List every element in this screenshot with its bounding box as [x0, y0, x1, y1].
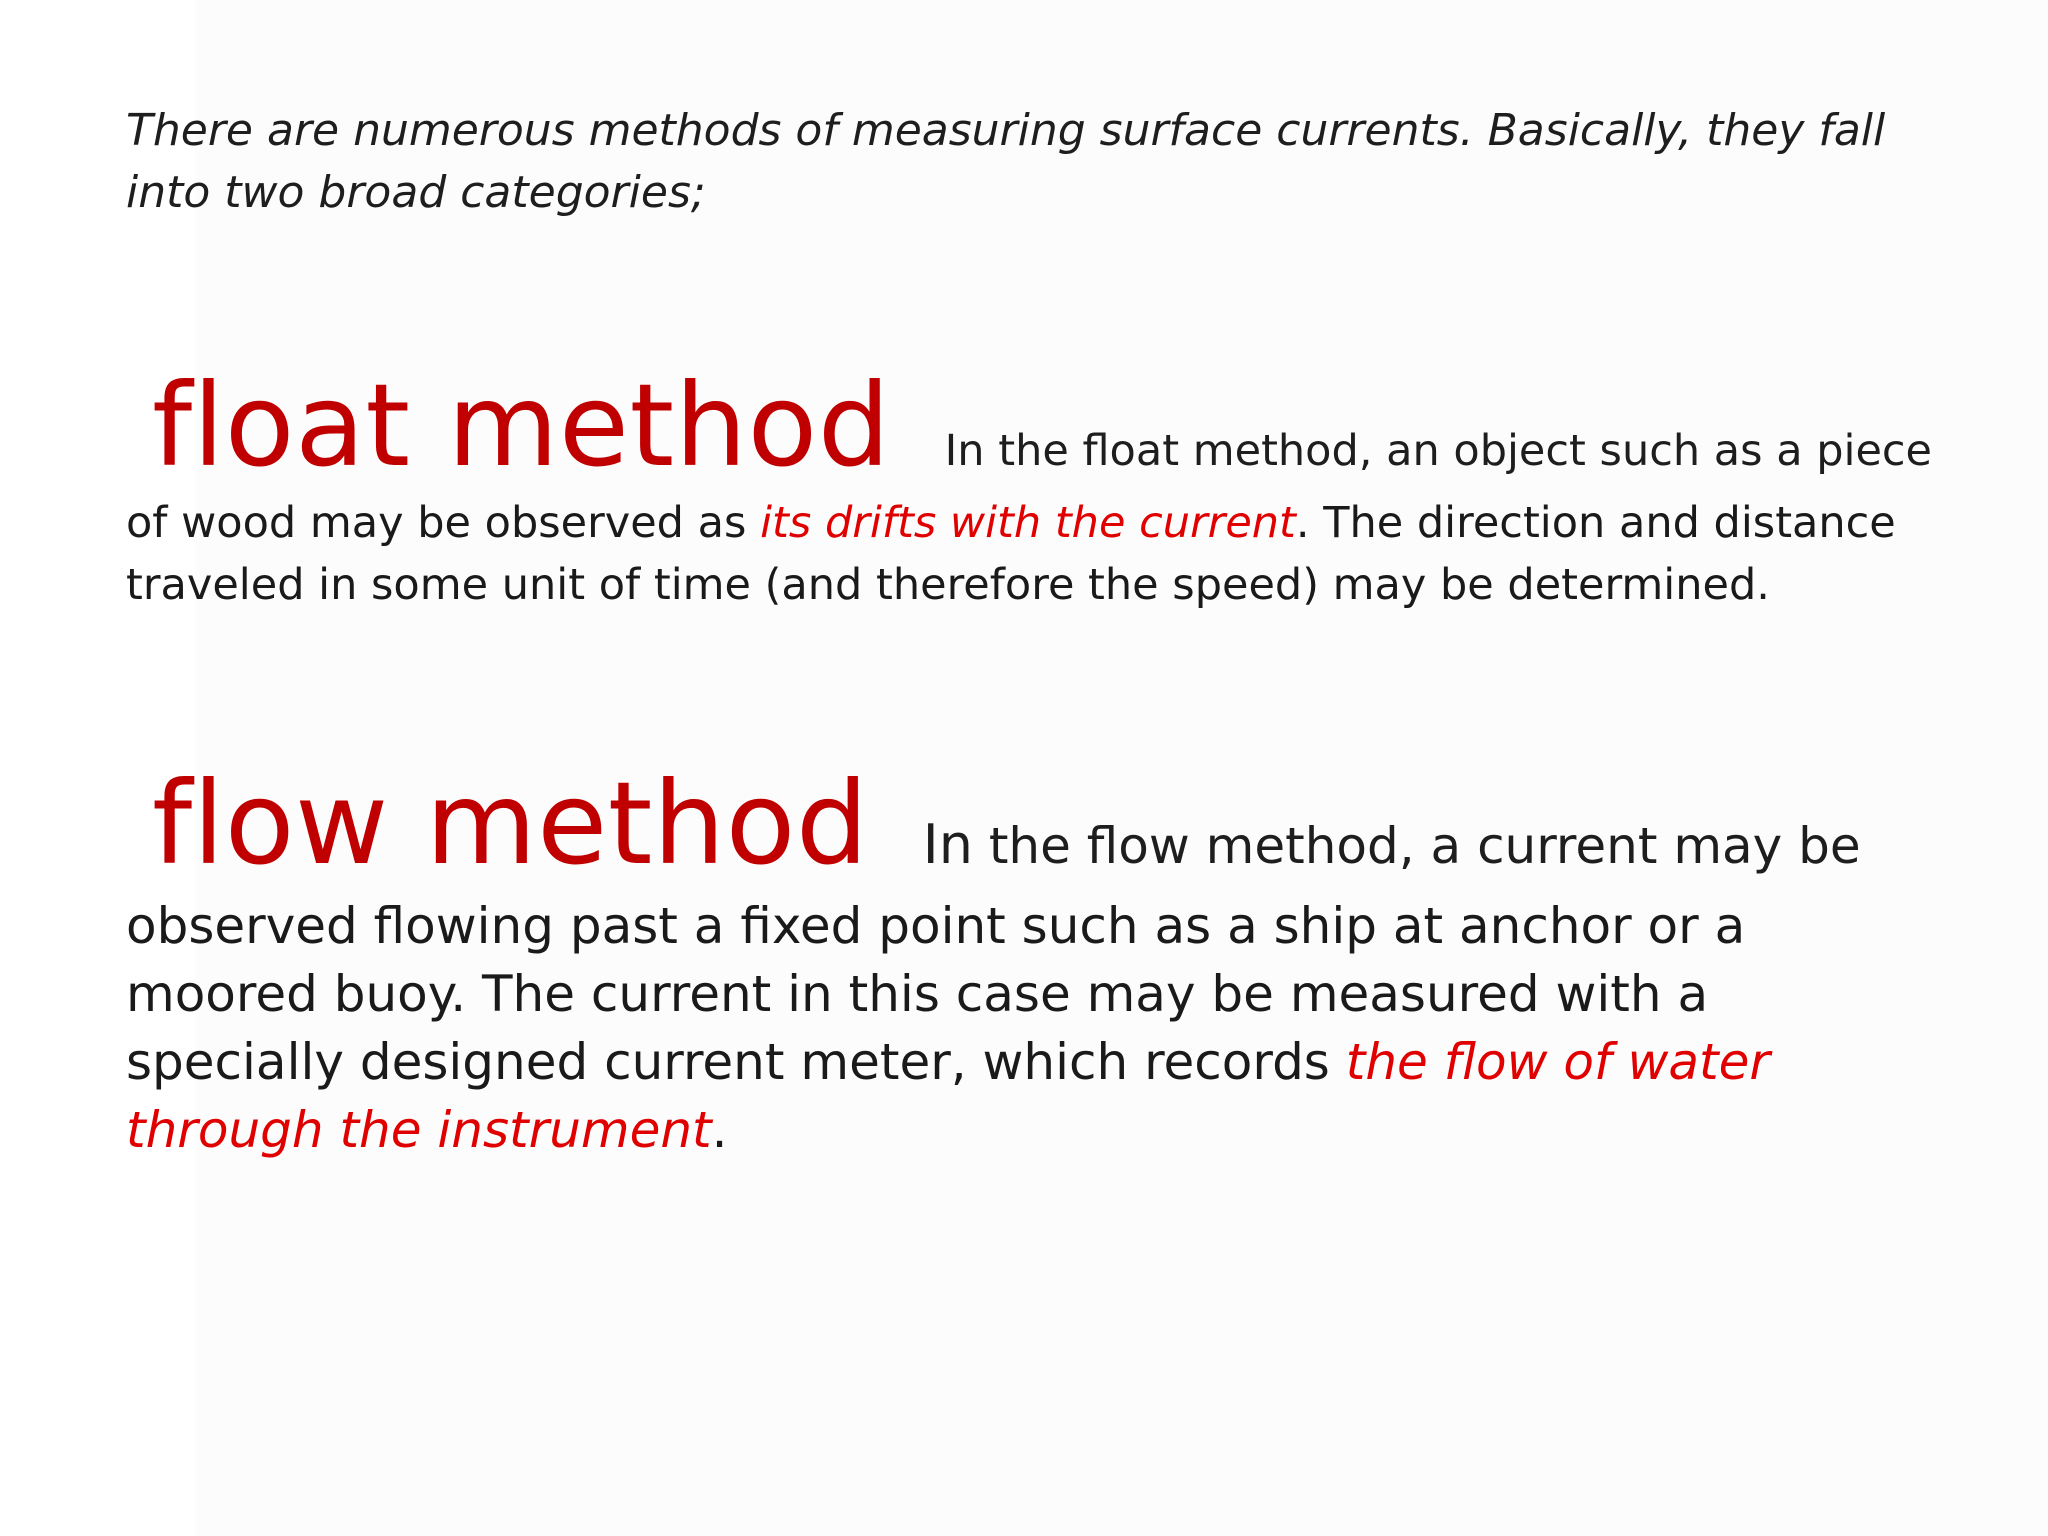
flow-method-lead-cap: In: [922, 813, 973, 876]
flow-method-body-text: observed flowing past a fixed point such as a ship at anchor or a moored buoy. The current in this case may be measured with a specially designed current meter, which records: [126, 897, 1746, 1091]
flow-method-emphasis: the flow of water through the instrument: [126, 1033, 1770, 1159]
float-method-body: [126, 492, 1926, 616]
flow-method-body: [126, 892, 1926, 1164]
flow-method-heading-line: [126, 758, 1926, 890]
intro-paragraph: There are numerous methods of measuring surface currents. Basically, they fall into two broad categories;: [126, 105, 1886, 218]
float-method-heading-line: [126, 359, 1933, 492]
float-method-lead: In the float method, an object such as a piece: [944, 426, 1933, 476]
flow-method-body-text-end: .: [711, 1101, 728, 1159]
flow-method-lead: the flow method, a current may be: [972, 817, 1861, 875]
float-method-emphasis: its drifts with the current: [760, 498, 1296, 548]
flow-method-heading: flow method: [152, 757, 869, 890]
flow-method-section: [126, 758, 1926, 1164]
float-method-heading: float method: [152, 359, 891, 492]
float-method-body-text-end: . The direction and distance traveled in some unit of time (and therefore the speed) may be determined.: [126, 498, 1896, 610]
float-method-body-text: of wood may be observed as: [126, 498, 761, 548]
float-method-section: [126, 359, 1933, 616]
